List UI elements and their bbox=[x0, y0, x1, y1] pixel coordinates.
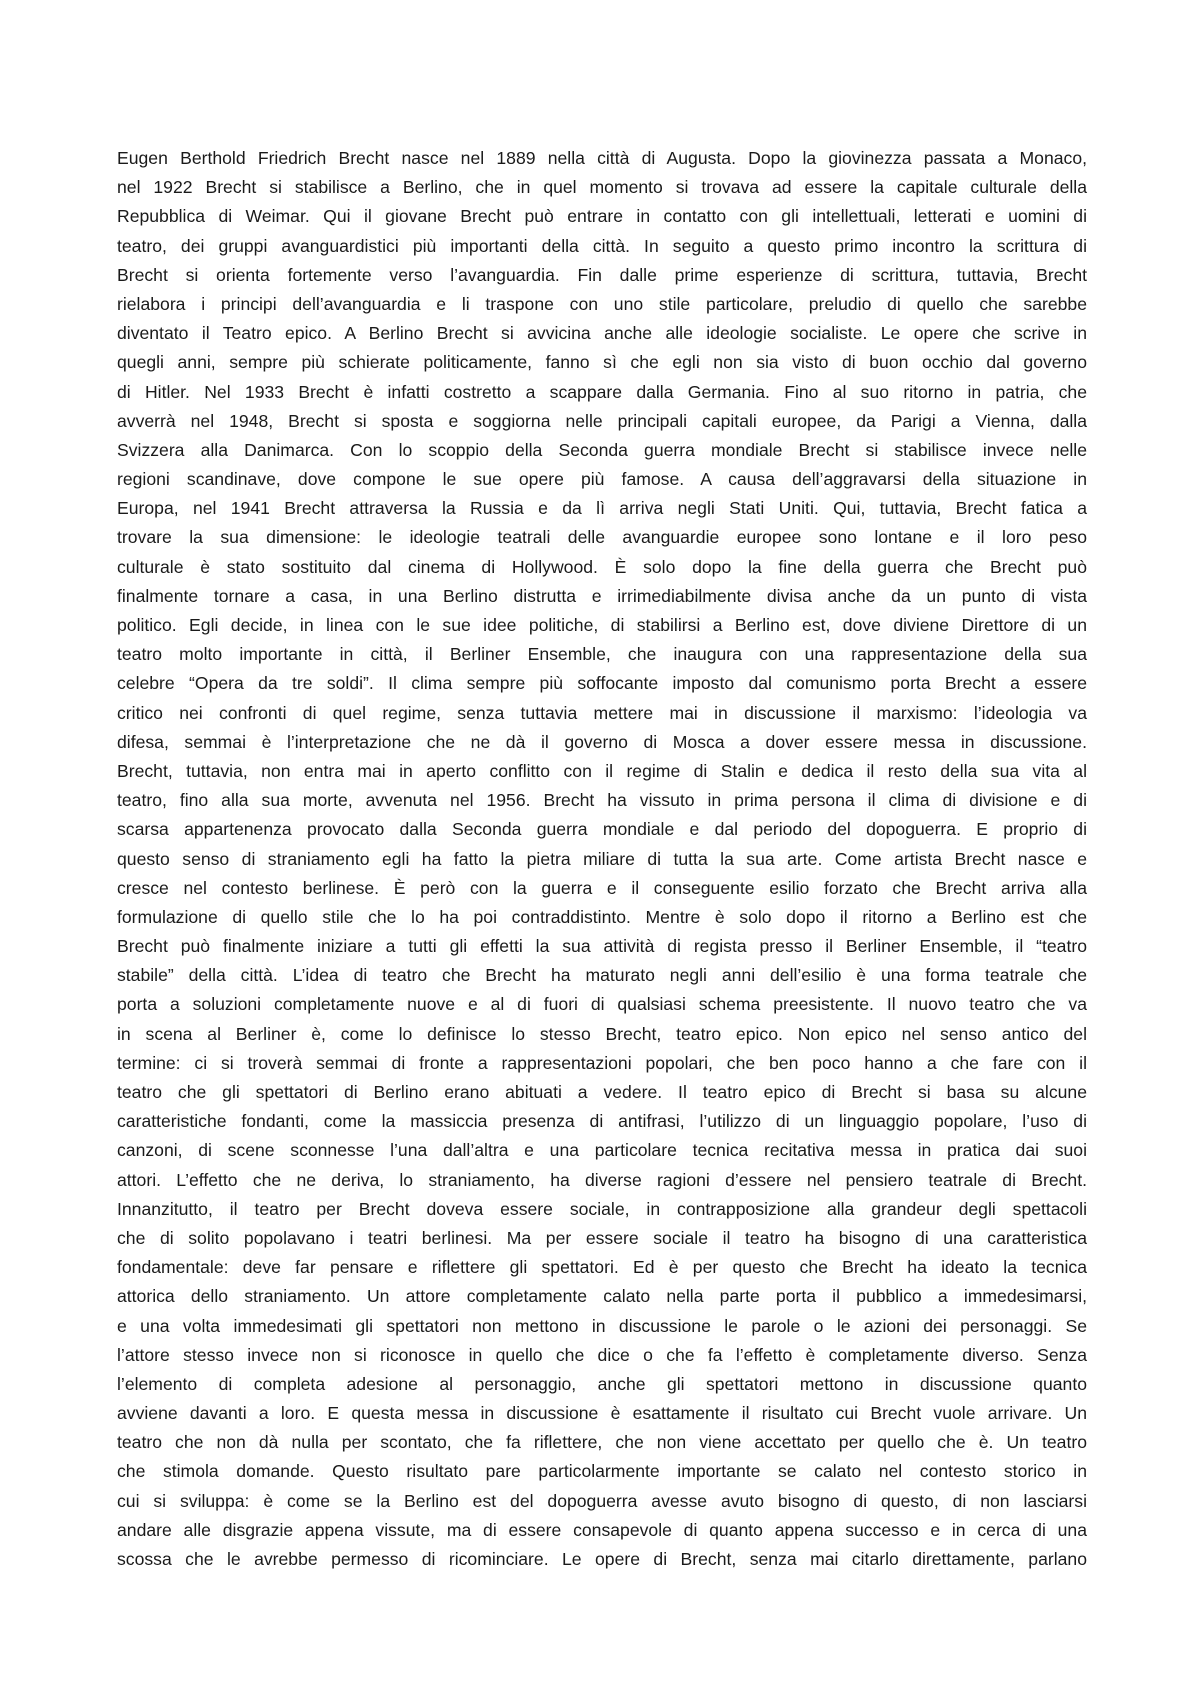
body-text bbox=[117, 144, 1087, 1574]
text-line: teatro, fino alla sua morte, avvenuta nel 1956. Brecht ha vissuto in prima persona il clima di divisione e di bbox=[117, 790, 1087, 811]
text-line: Brecht, tuttavia, non entra mai in aperto conflitto con il regime di Stalin e dedica il resto della sua vita al bbox=[117, 760, 1087, 781]
text-line: di Hitler. Nel 1933 Brecht è infatti costretto a scappare dalla Germania. Fino al suo ritorno in patria, che bbox=[117, 381, 1087, 402]
text-line: termine: ci si troverà semmai di fronte a rappresentazioni popolari, che ben poco hanno a che fare con il bbox=[117, 1052, 1087, 1073]
text-line: porta a soluzioni completamente nuove e al di fuori di qualsiasi schema preesistente. Il nuovo teatro che va bbox=[117, 994, 1087, 1015]
text-line: teatro, dei gruppi avanguardistici più importanti della città. In seguito a questo primo incontro la scrittura di bbox=[117, 235, 1087, 256]
text-line: nel 1922 Brecht si stabilisce a Berlino, che in quel momento si trovava ad essere la capitale culturale della bbox=[117, 177, 1087, 198]
text-line: attorica dello straniamento. Un attore completamente calato nella parte porta il pubblico a immedesimarsi, bbox=[117, 1286, 1087, 1307]
text-line: avviene davanti a loro. E questa messa in discussione è esattamente il risultato cui Brecht vuole arrivare. Un bbox=[117, 1403, 1087, 1424]
text-line: Brecht può finalmente iniziare a tutti gli effetti la sua attività di regista presso il Berliner Ensemble, il “teatro bbox=[117, 936, 1087, 957]
text-line: caratteristiche fondanti, come la massiccia presenza di antifrasi, l’utilizzo di un linguaggio popolare, l’uso di bbox=[117, 1111, 1087, 1132]
text-line: in scena al Berliner è, come lo definisce lo stesso Brecht, teatro epico. Non epico nel senso antico del bbox=[117, 1023, 1087, 1044]
text-line: formulazione di quello stile che lo ha poi contraddistinto. Mentre è solo dopo il ritorno a Berlino est che bbox=[117, 906, 1087, 927]
text-line: Eugen Berthold Friedrich Brecht nasce nel 1889 nella città di Augusta. Dopo la giovinezza passata a Monaco, bbox=[117, 148, 1087, 168]
text-line: scarsa appartenenza provocato dalla Seconda guerra mondiale e dal periodo del dopoguerra. E proprio di bbox=[117, 819, 1087, 840]
text-line: andare alle disgrazie appena vissute, ma di essere consapevole di quanto appena successo e in cerca di una bbox=[117, 1519, 1087, 1540]
text-line: che di solito popolavano i teatri berlinesi. Ma per essere sociale il teatro ha bisogno di una caratteristica bbox=[117, 1227, 1087, 1248]
text-line: questo senso di straniamento egli ha fatto la pietra miliare di tutta la sua arte. Come artista Brecht nasce e bbox=[117, 848, 1087, 869]
text-line: critico nei confronti di quel regime, senza tuttavia mettere mai in discussione il marxismo: l’ideologia va bbox=[117, 702, 1087, 723]
text-line: canzoni, di scene sconnesse l’una dall’altra e una particolare tecnica recitativa messa in pratica dai suoi bbox=[117, 1140, 1087, 1161]
text-line: avverrà nel 1948, Brecht si sposta e soggiorna nelle principali capitali europee, da Parigi a Vienna, dalla bbox=[117, 410, 1087, 431]
text-line: rielabora i principi dell’avanguardia e li traspone con uno stile particolare, preludio di quello che sarebbe bbox=[117, 293, 1087, 314]
text-line: l’elemento di completa adesione al personaggio, anche gli spettatori mettono in discussione quanto bbox=[117, 1373, 1087, 1394]
text-line: quegli anni, sempre più schierate politicamente, fanno sì che egli non sia visto di buon occhio dal governo bbox=[117, 352, 1087, 373]
text-line: cresce nel contesto berlinese. È però con la guerra e il conseguente esilio forzato che Brecht arriva alla bbox=[117, 877, 1087, 898]
text-line: teatro che gli spettatori di Berlino erano abituati a vedere. Il teatro epico di Brecht si basa su alcune bbox=[117, 1082, 1087, 1102]
text-line: l’attore stesso invece non si riconosce in quello che dice o che fa l’effetto è completamente diverso. Senza bbox=[117, 1344, 1087, 1365]
text-line: teatro che non dà nulla per scontato, che fa riflettere, che non viene accettato per quello che è. Un teatro bbox=[117, 1432, 1087, 1453]
text-line: che stimola domande. Questo risultato pare particolarmente importante se calato nel contesto storico in bbox=[117, 1461, 1087, 1482]
text-line: culturale è stato sostituito dal cinema di Hollywood. È solo dopo la fine della guerra che Brecht può bbox=[117, 556, 1087, 577]
text-line: Repubblica di Weimar. Qui il giovane Brecht può entrare in contatto con gli intellettuali, letterati e uomini di bbox=[117, 206, 1087, 227]
text-line: celebre “Opera da tre soldi”. Il clima sempre più soffocante imposto dal comunismo porta Brecht a essere bbox=[117, 673, 1087, 694]
text-line: politico. Egli decide, in linea con le sue idee politiche, di stabilirsi a Berlino est, dove diviene Direttore di un bbox=[117, 615, 1087, 635]
text-line: teatro molto importante in città, il Berliner Ensemble, che inaugura con una rappresentazione della sua bbox=[117, 644, 1087, 665]
text-line: Brecht si orienta fortemente verso l’avanguardia. Fin dalle prime esperienze di scrittura, tuttavia, Brecht bbox=[117, 264, 1087, 285]
text-line: Innanzitutto, il teatro per Brecht doveva essere sociale, in contrapposizione alla grandeur degli spettacoli bbox=[117, 1198, 1087, 1219]
text-line: Svizzera alla Danimarca. Con lo scoppio della Seconda guerra mondiale Brecht si stabilisce invece nelle bbox=[117, 439, 1087, 460]
text-line: Europa, nel 1941 Brecht attraversa la Russia e da lì arriva negli Stati Uniti. Qui, tuttavia, Brecht fatica a bbox=[117, 498, 1087, 519]
text-line: cui si sviluppa: è come se la Berlino est del dopoguerra avesse avuto bisogno di questo, di non lasciarsi bbox=[117, 1490, 1087, 1511]
text-line: diventato il Teatro epico. A Berlino Brecht si avvicina anche alle ideologie socialiste. Le opere che scrive in bbox=[117, 323, 1087, 344]
text-line: regioni scandinave, dove compone le sue opere più famose. A causa dell’aggravarsi della situazione in bbox=[117, 469, 1087, 490]
text-line: difesa, semmai è l’interpretazione che ne dà il governo di Mosca a dover essere messa in discussione. bbox=[117, 731, 1087, 752]
text-line: finalmente tornare a casa, in una Berlino distrutta e irrimediabilmente divisa anche da un punto di vista bbox=[117, 585, 1087, 606]
text-line: scossa che le avrebbe permesso di ricominciare. Le opere di Brecht, senza mai citarlo direttamente, parlano bbox=[117, 1549, 1087, 1569]
text-line: fondamentale: deve far pensare e riflettere gli spettatori. Ed è per questo che Brecht ha ideato la tecnica bbox=[117, 1257, 1087, 1278]
text-line: attori. L’effetto che ne deriva, lo straniamento, ha diverse ragioni d’essere nel pensiero teatrale di Brecht. bbox=[117, 1169, 1087, 1190]
text-line: stabile” della città. L’idea di teatro che Brecht ha maturato negli anni dell’esilio è una forma teatrale che bbox=[117, 965, 1087, 986]
text-line: e una volta immedesimati gli spettatori non mettono in discussione le parole o le azioni dei personaggi. Se bbox=[117, 1315, 1087, 1336]
text-line: trovare la sua dimensione: le ideologie teatrali delle avanguardie europee sono lontane e il loro peso bbox=[117, 527, 1087, 548]
